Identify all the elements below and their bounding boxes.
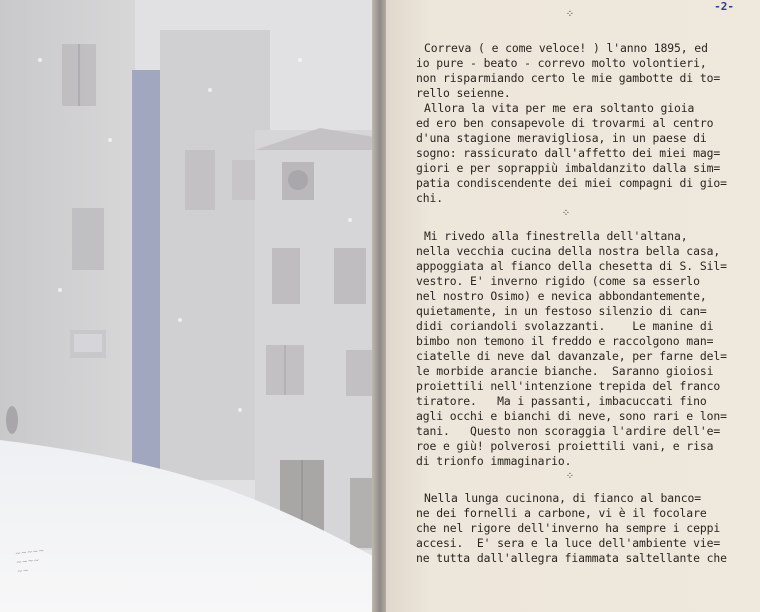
text-line: appoggiata al fianco della chesetta di S. Sil= bbox=[416, 259, 727, 273]
text-line: io pure - beato - correvo molto volontieri, bbox=[416, 56, 707, 70]
text-line: nel nostro Osimo) e nevica abbondantemente, bbox=[416, 289, 707, 303]
section-separator: ⁘ bbox=[561, 208, 571, 219]
text-line: sogno: rassicurato dall'affetto dei miei mag= bbox=[416, 146, 721, 160]
text-line: chi. bbox=[416, 191, 444, 205]
text-line: ciatelle di neve dal davanzale, per farne del= bbox=[416, 349, 727, 363]
text-line: non risparmiando certo le mie gambotte di to= bbox=[416, 71, 721, 85]
section-separator: ⁘ bbox=[565, 471, 575, 482]
text-line: Correva ( e come veloce! ) l'anno 1895, ed bbox=[424, 41, 708, 55]
text-line: agli occhi e bianchi di neve, sono rari e lon= bbox=[416, 409, 727, 423]
text-page bbox=[386, 0, 760, 612]
text-line: di trionfo immaginario. bbox=[416, 454, 572, 468]
text-line: didi coriandoli svolazzanti. Le manine di bbox=[416, 319, 714, 333]
text-line: rello seienne. bbox=[416, 86, 511, 100]
text-line: roe e giù! polverosi proiettili vani, e risa bbox=[416, 439, 714, 453]
text-line: nella vecchia cucina della nostra bella casa, bbox=[416, 244, 721, 258]
text-line: ne dei fornelli a carbone, vi è il focolare bbox=[416, 506, 707, 520]
text-line: tani. Questo non scoraggia l'ardire dell'e= bbox=[416, 424, 721, 438]
text-line: Allora la vita per me era soltanto gioia bbox=[424, 101, 695, 115]
text-line: le morbide arancie bianche. Saranno gioiosi bbox=[416, 364, 714, 378]
text-line: vestro. E' inverno rigido (come sa esserlo bbox=[416, 274, 700, 288]
text-line: Nella lunga cucinona, di fianco al banco= bbox=[424, 491, 702, 505]
text-line: ed ero ben consapevole di trovarmi al centro bbox=[416, 116, 714, 130]
text-line: quietamente, in un festoso silenzio di can= bbox=[416, 304, 707, 318]
pencil-signature: ~~~~~ ~~~~ ~~ bbox=[14, 546, 45, 576]
text-line: giori e per soprappiù imbaldanzito dalla sim= bbox=[416, 161, 721, 175]
text-line: d'una stagione meravigliosa, in un paese di bbox=[416, 131, 707, 145]
text-line: tiratore. Ma i passanti, imbacuccati fino bbox=[416, 394, 707, 408]
page-number: -2- bbox=[714, 0, 734, 13]
text-line: Mi rivedo alla finestrella dell'altana, bbox=[424, 229, 688, 243]
text-line: bimbo non temono il freddo e raccolgono man= bbox=[416, 334, 714, 348]
text-line: accesi. E' sera e la luce dell'ambiente vie= bbox=[416, 536, 721, 550]
section-separator: ⁘ bbox=[565, 9, 575, 20]
text-line: proiettili nell'intenzione trepida del franco bbox=[416, 379, 721, 393]
text-line: ne tutta dall'allegra fiammata saltellante che bbox=[416, 551, 727, 565]
typed-text bbox=[386, 0, 760, 612]
text-line: patia condiscendente dei miei compagni di gio= bbox=[416, 176, 727, 190]
text-line: che nel rigore dell'inverno ha sempre i ceppi bbox=[416, 521, 721, 535]
